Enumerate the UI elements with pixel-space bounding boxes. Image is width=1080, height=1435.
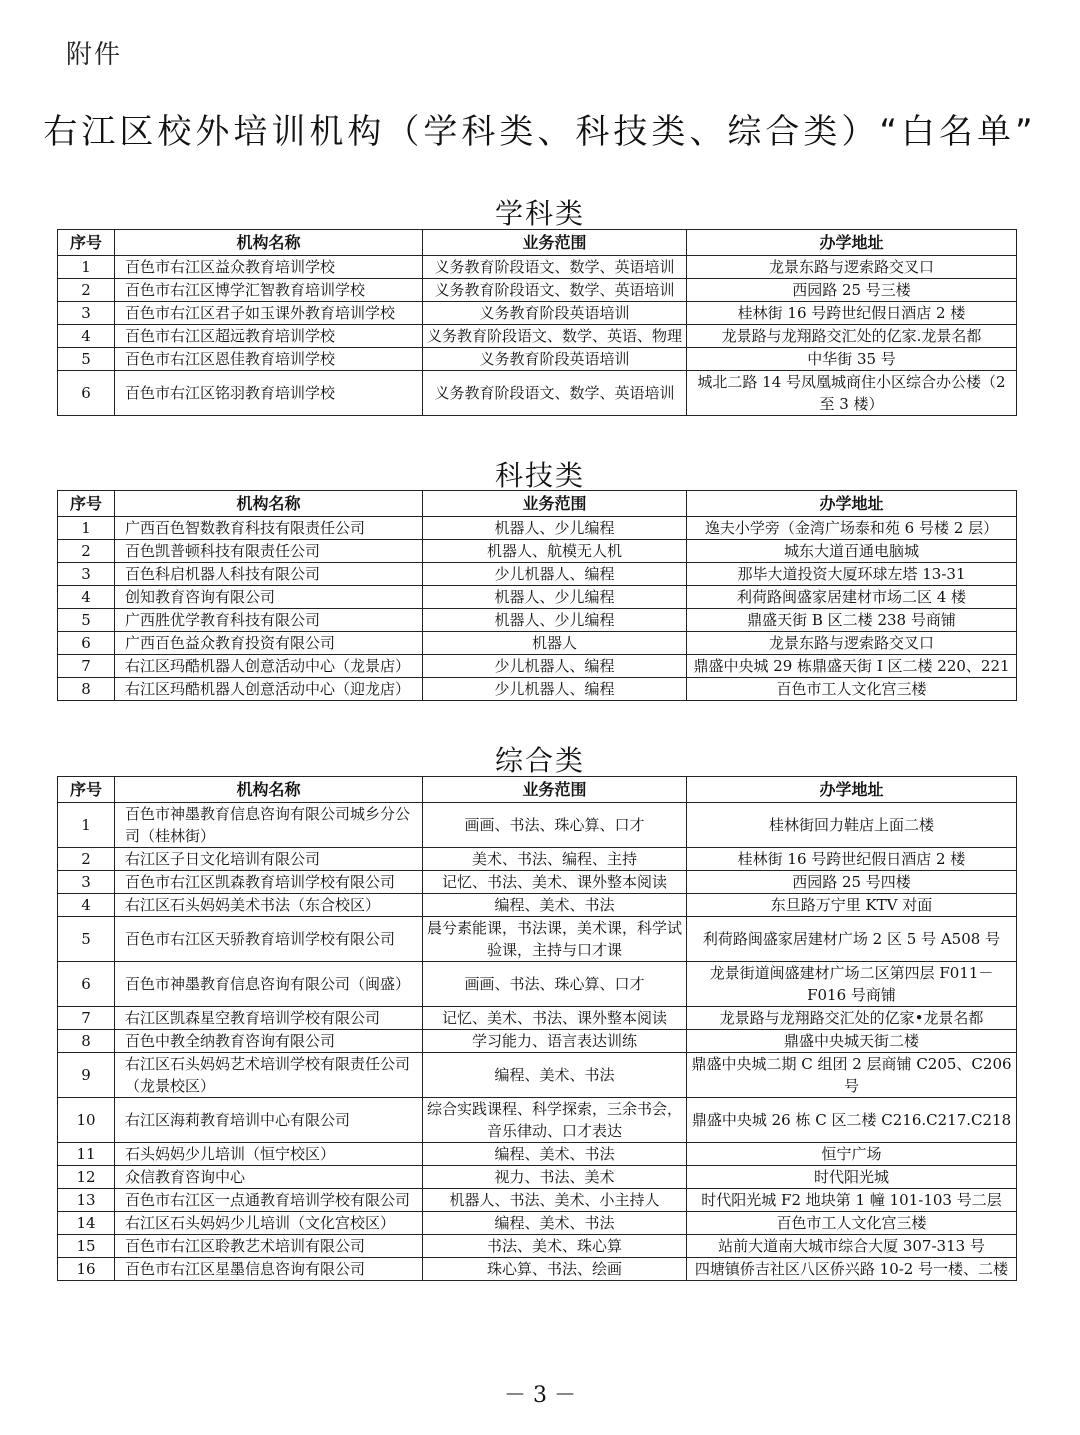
cell-address: 逸夫小学旁（金湾广场泰和苑 6 号楼 2 层）	[687, 517, 1017, 540]
table-row	[58, 848, 1017, 871]
attachment-label: 附件	[66, 40, 123, 70]
cell-name: 百色市神墨教育信息咨询有限公司城乡分公司（桂林街）	[115, 803, 423, 848]
cell-index: 4	[58, 325, 115, 348]
table-header-row	[58, 491, 1017, 517]
cell-name: 百色市右江区超远教育培训学校	[115, 325, 423, 348]
cell-address: 时代阳光城	[687, 1166, 1017, 1189]
header-scope: 业务范围	[423, 491, 687, 517]
header-index: 序号	[58, 230, 115, 256]
cell-scope: 义务教育阶段语文、数学、英语培训	[423, 279, 687, 302]
table-row	[58, 563, 1017, 586]
section-title-subject: 学科类	[494, 197, 585, 230]
header-name: 机构名称	[115, 491, 423, 517]
table-header-row	[58, 777, 1017, 803]
cell-address: 百色市工人文化宫三楼	[687, 1212, 1017, 1235]
tech-table	[57, 490, 1017, 701]
cell-scope: 记忆、书法、美术、课外整本阅读	[423, 871, 687, 894]
cell-address: 那毕大道投资大厦环球左塔 13-31	[687, 563, 1017, 586]
header-name: 机构名称	[115, 777, 423, 803]
cell-scope: 义务教育阶段语文、数学、英语培训	[423, 371, 687, 416]
cell-name: 百色市右江区天骄教育培训学校有限公司	[115, 917, 423, 962]
cell-address: 龙景路与龙翔路交汇处的亿家.龙景名都	[687, 325, 1017, 348]
cell-index: 5	[58, 348, 115, 371]
cell-scope: 机器人、航模无人机	[423, 540, 687, 563]
header-address: 办学地址	[687, 491, 1017, 517]
cell-name: 广西百色益众教育投资有限公司	[115, 632, 423, 655]
table-row	[58, 962, 1017, 1007]
cell-address: 桂林街回力鞋店上面二楼	[687, 803, 1017, 848]
table-row	[58, 1189, 1017, 1212]
header-name: 机构名称	[115, 230, 423, 256]
cell-scope: 珠心算、书法、绘画	[423, 1258, 687, 1281]
cell-name: 百色市右江区益众教育培训学校	[115, 256, 423, 279]
cell-scope: 机器人	[423, 632, 687, 655]
table-row	[58, 1053, 1017, 1098]
cell-index: 12	[58, 1166, 115, 1189]
header-scope: 业务范围	[423, 230, 687, 256]
cell-name: 百色凯普顿科技有限责任公司	[115, 540, 423, 563]
table-row	[58, 302, 1017, 325]
cell-index: 11	[58, 1143, 115, 1166]
cell-index: 1	[58, 517, 115, 540]
cell-address: 站前大道南大城市综合大厦 307-313 号	[687, 1235, 1017, 1258]
cell-scope: 编程、美术、书法	[423, 1212, 687, 1235]
cell-scope: 机器人、少儿编程	[423, 517, 687, 540]
cell-scope: 记忆、美术、书法、课外整本阅读	[423, 1007, 687, 1030]
cell-name: 石头妈妈少儿培训（恒宁校区）	[115, 1143, 423, 1166]
table-row	[58, 325, 1017, 348]
cell-index: 2	[58, 848, 115, 871]
cell-address: 中华街 35 号	[687, 348, 1017, 371]
cell-index: 9	[58, 1053, 115, 1098]
cell-index: 4	[58, 894, 115, 917]
table-row	[58, 1212, 1017, 1235]
cell-address: 恒宁广场	[687, 1143, 1017, 1166]
cell-name: 百色科启机器人科技有限公司	[115, 563, 423, 586]
cell-scope: 美术、书法、编程、主持	[423, 848, 687, 871]
cell-name: 百色市右江区星墨信息咨询有限公司	[115, 1258, 423, 1281]
table-row	[58, 609, 1017, 632]
cell-scope: 综合实践课程、科学探索，三余书会，音乐律动、口才表达	[423, 1098, 687, 1143]
table-row	[58, 279, 1017, 302]
cell-scope: 学习能力、语言表达训练	[423, 1030, 687, 1053]
cell-scope: 画画、书法、珠心算、口才	[423, 962, 687, 1007]
section-title-comprehensive: 综合类	[494, 744, 585, 777]
cell-index: 13	[58, 1189, 115, 1212]
cell-name: 右江区石头妈妈少儿培训（文化宫校区）	[115, 1212, 423, 1235]
table-row	[58, 586, 1017, 609]
cell-index: 4	[58, 586, 115, 609]
cell-scope: 义务教育阶段语文、数学、英语培训	[423, 256, 687, 279]
cell-scope: 机器人、少儿编程	[423, 586, 687, 609]
cell-name: 百色市右江区君子如玉课外教育培训学校	[115, 302, 423, 325]
cell-index: 7	[58, 655, 115, 678]
cell-index: 1	[58, 803, 115, 848]
cell-name: 右江区玛酷机器人创意活动中心（龙景店）	[115, 655, 423, 678]
cell-index: 3	[58, 871, 115, 894]
table-row	[58, 540, 1017, 563]
cell-scope: 义务教育阶段英语培训	[423, 348, 687, 371]
table-row	[58, 678, 1017, 701]
cell-address: 城北二路 14 号凤凰城商住小区综合办公楼（2至 3 楼）	[687, 371, 1017, 416]
cell-name: 百色市右江区博学汇智教育培训学校	[115, 279, 423, 302]
cell-address: 东旦路万宁里 KTV 对面	[687, 894, 1017, 917]
cell-index: 6	[58, 632, 115, 655]
table-row	[58, 256, 1017, 279]
cell-address: 利荷路闽盛家居建材市场二区 4 楼	[687, 586, 1017, 609]
table-row	[58, 917, 1017, 962]
cell-name: 右江区石头妈妈艺术培训学校有限责任公司（龙景校区）	[115, 1053, 423, 1098]
cell-name: 右江区玛酷机器人创意活动中心（迎龙店）	[115, 678, 423, 701]
cell-index: 2	[58, 279, 115, 302]
cell-scope: 机器人、书法、美术、小主持人	[423, 1189, 687, 1212]
cell-index: 8	[58, 678, 115, 701]
cell-address: 城东大道百通电脑城	[687, 540, 1017, 563]
cell-index: 2	[58, 540, 115, 563]
cell-name: 百色中教全纳教育咨询有限公司	[115, 1030, 423, 1053]
table-header-row	[58, 230, 1017, 256]
cell-index: 3	[58, 563, 115, 586]
cell-scope: 少儿机器人、编程	[423, 563, 687, 586]
cell-address: 时代阳光城 F2 地块第 1 幢 101-103 号二层	[687, 1189, 1017, 1212]
cell-name: 众信教育咨询中心	[115, 1166, 423, 1189]
cell-address: 龙景东路与逻索路交叉口	[687, 632, 1017, 655]
table-row	[58, 655, 1017, 678]
cell-scope: 晨兮素能课，书法课，美术课，科学试验课，主持与口才课	[423, 917, 687, 962]
cell-index: 14	[58, 1212, 115, 1235]
cell-name: 右江区石头妈妈美术书法（东合校区）	[115, 894, 423, 917]
cell-scope: 义务教育阶段英语培训	[423, 302, 687, 325]
table-row	[58, 517, 1017, 540]
cell-address: 四塘镇侨吉社区八区侨兴路 10-2 号一楼、二楼	[687, 1258, 1017, 1281]
cell-index: 6	[58, 962, 115, 1007]
cell-name: 百色市右江区恩佳教育培训学校	[115, 348, 423, 371]
table-row	[58, 1143, 1017, 1166]
cell-name: 百色市右江区凯森教育培训学校有限公司	[115, 871, 423, 894]
cell-scope: 书法、美术、珠心算	[423, 1235, 687, 1258]
header-index: 序号	[58, 777, 115, 803]
cell-address: 桂林街 16 号跨世纪假日酒店 2 楼	[687, 302, 1017, 325]
cell-address: 百色市工人文化宫三楼	[687, 678, 1017, 701]
comprehensive-table	[57, 776, 1017, 1281]
cell-address: 西园路 25 号四楼	[687, 871, 1017, 894]
cell-address: 西园路 25 号三楼	[687, 279, 1017, 302]
table-row	[58, 348, 1017, 371]
table-row	[58, 1235, 1017, 1258]
table-row	[58, 1030, 1017, 1053]
cell-index: 10	[58, 1098, 115, 1143]
cell-address: 鼎盛天街 B 区二楼 238 号商铺	[687, 609, 1017, 632]
cell-name: 百色市右江区铭羽教育培训学校	[115, 371, 423, 416]
cell-scope: 义务教育阶段语文、数学、英语、物理	[423, 325, 687, 348]
header-address: 办学地址	[687, 230, 1017, 256]
cell-scope: 机器人、少儿编程	[423, 609, 687, 632]
cell-index: 3	[58, 302, 115, 325]
header-address: 办学地址	[687, 777, 1017, 803]
cell-address: 鼎盛中央城二期 C 组团 2 层商铺 C205、C206 号	[687, 1053, 1017, 1098]
cell-index: 1	[58, 256, 115, 279]
cell-address: 龙景东路与逻索路交叉口	[687, 256, 1017, 279]
cell-index: 8	[58, 1030, 115, 1053]
table-row	[58, 894, 1017, 917]
cell-name: 百色市右江区聆教艺术培训有限公司	[115, 1235, 423, 1258]
cell-scope: 视力、书法、美术	[423, 1166, 687, 1189]
table-row	[58, 632, 1017, 655]
cell-address: 鼎盛中央城 26 栋 C 区二楼 C216.C217.C218	[687, 1098, 1017, 1143]
table-row	[58, 1166, 1017, 1189]
table-row	[58, 1258, 1017, 1281]
cell-name: 创知教育咨询有限公司	[115, 586, 423, 609]
cell-name: 右江区子日文化培训有限公司	[115, 848, 423, 871]
table-row	[58, 371, 1017, 416]
cell-scope: 编程、美术、书法	[423, 1053, 687, 1098]
cell-name: 广西百色智数教育科技有限责任公司	[115, 517, 423, 540]
cell-address: 利荷路闽盛家居建材广场 2 区 5 号 A508 号	[687, 917, 1017, 962]
cell-address: 鼎盛中央城天街二楼	[687, 1030, 1017, 1053]
cell-address: 桂林街 16 号跨世纪假日酒店 2 楼	[687, 848, 1017, 871]
table-row	[58, 1007, 1017, 1030]
cell-name: 右江区海莉教育培训中心有限公司	[115, 1098, 423, 1143]
cell-scope: 画画、书法、珠心算、口才	[423, 803, 687, 848]
cell-index: 16	[58, 1258, 115, 1281]
cell-index: 5	[58, 609, 115, 632]
section-title-tech: 科技类	[494, 459, 585, 492]
cell-name: 广西胜优学教育科技有限公司	[115, 609, 423, 632]
cell-address: 鼎盛中央城 29 栋鼎盛天街 I 区二楼 220、221	[687, 655, 1017, 678]
page-title: 右江区校外培训机构（学科类、科技类、综合类）“白名单”	[43, 112, 1037, 152]
cell-scope: 少儿机器人、编程	[423, 655, 687, 678]
header-scope: 业务范围	[423, 777, 687, 803]
table-row	[58, 1098, 1017, 1143]
cell-index: 6	[58, 371, 115, 416]
table-row	[58, 803, 1017, 848]
cell-scope: 少儿机器人、编程	[423, 678, 687, 701]
cell-scope: 编程、美术、书法	[423, 1143, 687, 1166]
cell-name: 百色市右江区一点通教育培训学校有限公司	[115, 1189, 423, 1212]
page-number: － 3 －	[504, 1383, 576, 1408]
cell-index: 7	[58, 1007, 115, 1030]
subject-table	[57, 229, 1017, 416]
cell-index: 15	[58, 1235, 115, 1258]
cell-name: 百色市神墨教育信息咨询有限公司（闽盛）	[115, 962, 423, 1007]
cell-index: 5	[58, 917, 115, 962]
cell-address: 龙景路与龙翔路交汇处的亿家•龙景名都	[687, 1007, 1017, 1030]
table-row	[58, 871, 1017, 894]
cell-address: 龙景街道闽盛建材广场二区第四层 F011－F016 号商铺	[687, 962, 1017, 1007]
header-index: 序号	[58, 491, 115, 517]
cell-scope: 编程、美术、书法	[423, 894, 687, 917]
cell-name: 右江区凯森星空教育培训学校有限公司	[115, 1007, 423, 1030]
